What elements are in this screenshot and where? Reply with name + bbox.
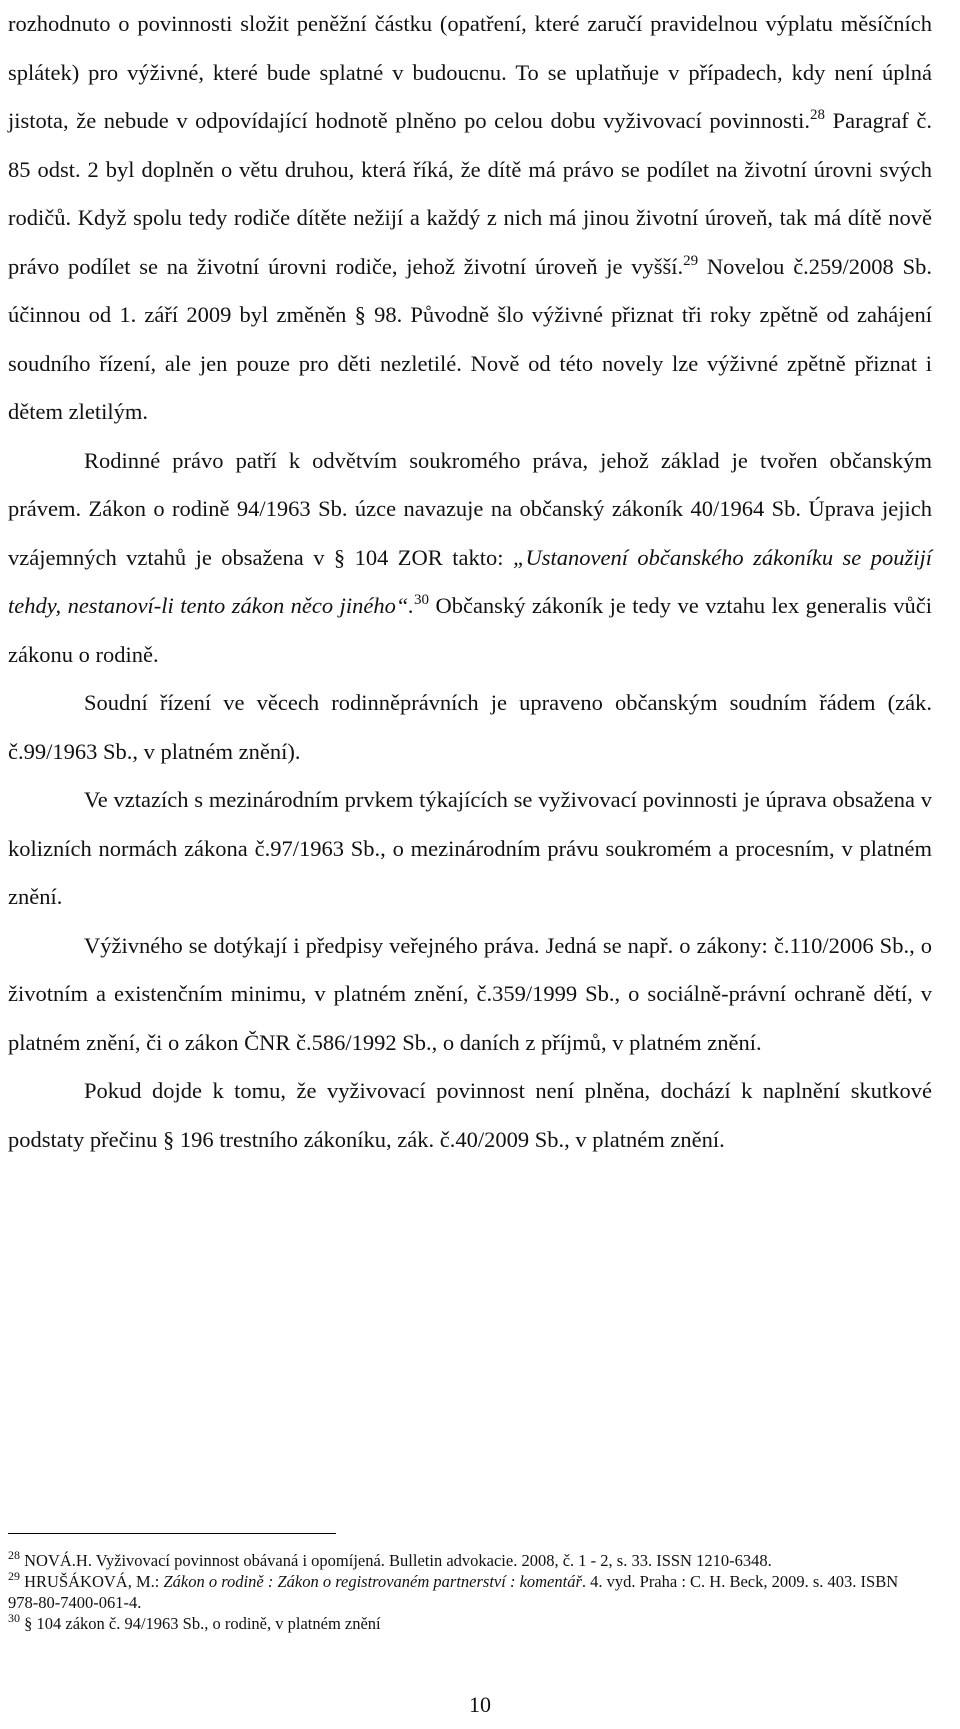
- paragraph-6: Pokud dojde k tomu, že vyživovací povinnost není plněna, dochází k naplnění skutkové podstaty přečinu § 196 trestního zákoníku, zák. č.40/2009 Sb., v platném znění.: [8, 1078, 932, 1152]
- paragraph-3: Soudní řízení ve věcech rodinněprávních je upraveno občanským soudním řádem (zák. č.99/1963 Sb., v platném znění).: [8, 690, 932, 764]
- page-number: 10: [469, 1692, 491, 1717]
- body-text: [8, 0, 932, 1164]
- paragraph-4: Ve vztazích s mezinárodním prvkem týkajících se vyživovací povinnosti je úprava obsažena v kolizních normách zákona č.97/1963 Sb., o mezinárodním právu soukromém a procesním, v platném znění.: [8, 787, 932, 909]
- footnote-ref-30[interactable]: 30: [414, 592, 429, 608]
- footnote-separator: [8, 1533, 336, 1534]
- footnotes: [8, 1550, 932, 1634]
- footnote-ref-29[interactable]: 29: [683, 252, 699, 269]
- footnote-30: $^{30}$ § 104 zákon č. 94/1963 Sb., o rodině, v platném znění: [8, 1611, 381, 1633]
- footnote-ref-28[interactable]: 28: [810, 107, 826, 123]
- footnote-29: $^{29}$ HRUŠÁKOVÁ, M.: Zákon o rodině : Zákon o registrovaném partnerství : komentář. 4. vyd. Praha : C. H. Beck, 2009. s. 403. ISBN 978-80-7400-061-4.: [8, 1569, 899, 1612]
- paragraph-1: rozhodnuto o povinnosti složit peněžní částku (opatření, které zaručí pravidelnou výplatu měsíčních splátek) pro výživné, které bude splatné v budoucnu. To se uplatňuje v případech, kdy není úplná jistota, že nebude v odpovídající hodnotě plněno po celou dobu vyživovací povinnosti.$^{28}$ Paragraf č. 85 odst. 2 byl doplněn o větu druhou, která říká, že dítě má právo se podílet na životní úrovni svých rodičů. Když spolu tedy rodiče dítěte nežijí a každý z nich má jinou životní úroveň, tak má dítě nově právo podílet se na životní úrovni rodiče, jehož životní úroveň je vyšší.$^{29}$ Novelou č.259/2008 Sb. účinnou od 1. září 2009 byl změněn § 98. Původně šlo výživné přiznat tři roky zpětně od zahájení soudního řízení, ale jen pouze pro děti nezletilé. Nově od této novely lze výživné zpětně přiznat i dětem zletilým.: [8, 11, 932, 424]
- footnote-28: $^{28}$ NOVÁ.H. Vyživovací povinnost obávaná i opomíjená. Bulletin advokacie. 2008, č. 1 - 2, s. 33. ISSN 1210-6348.: [8, 1548, 772, 1570]
- quote: „Ustanovení občanského zákoníku se použijí tehdy, nestanoví-li tento zákon něco jiného“.: [8, 544, 932, 618]
- paragraph-2: Rodinné právo patří k odvětvím soukromého práva, jehož základ je tvořen občanským právem. Zákon o rodině 94/1963 Sb. úzce navazuje na občanský zákoník 40/1964 Sb. Úprava jejich vzájemných vztahů je obsažena v § 104 ZOR takto: „Ustanovení občanského zákoníku se použijí tehdy, nestanoví-li tento zákon něco jiného“.$^{30}$ Občanský zákoník je tedy ve vztahu lex generalis vůči zákonu o rodině.: [8, 447, 933, 667]
- paragraph-5: Výživného se dotýkají i předpisy veřejného práva. Jedná se např. o zákony: č.110/2006 Sb., o životním a existenčním minimu, v platném znění, č.359/1999 Sb., o sociálně-právní ochraně dětí, v platném znění, či o zákon ČNR č.586/1992 Sb., o daních z příjmů, v platném znění.: [8, 932, 932, 1055]
